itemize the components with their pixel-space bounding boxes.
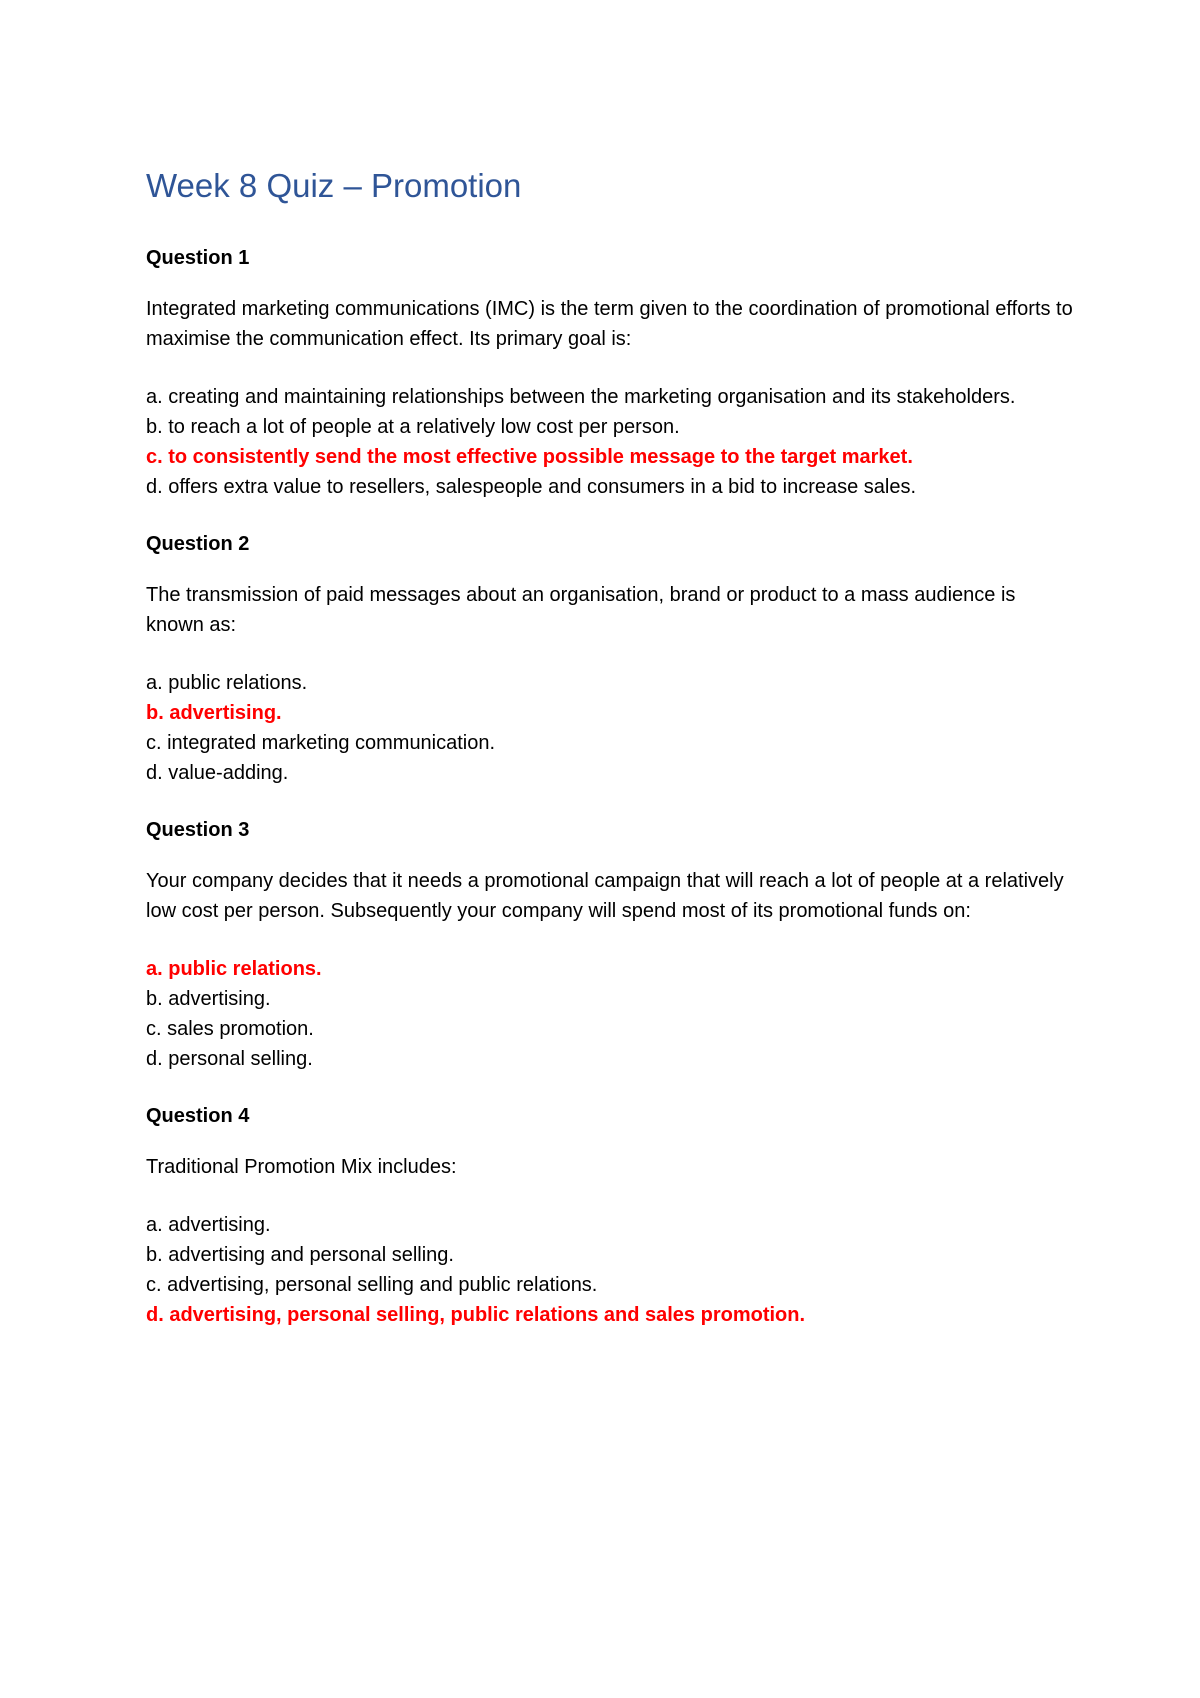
- question-text: Integrated marketing communications (IMC) is the term given to the coordination of promotional efforts to maximise the communication effect. Its primary goal is:: [146, 297, 1073, 350]
- answer-option: a. advertising.: [146, 1213, 271, 1236]
- answer-options: [146, 954, 1076, 1074]
- correct-answer-option: b. advertising.: [146, 701, 282, 724]
- question-heading: Question 1: [146, 246, 250, 269]
- answer-option: c. integrated marketing communication.: [146, 731, 496, 754]
- answer-option: c. advertising, personal selling and public relations.: [146, 1273, 598, 1296]
- answer-option: d. personal selling.: [146, 1047, 313, 1070]
- answer-option: b. advertising and personal selling.: [146, 1243, 454, 1266]
- correct-answer-option: d. advertising, personal selling, public relations and sales promotion.: [146, 1303, 806, 1326]
- answer-option: a. creating and maintaining relationships between the marketing organisation and its stakeholders.: [146, 385, 1016, 408]
- question-block: [146, 244, 1076, 502]
- question-text: Your company decides that it needs a promotional campaign that will reach a lot of people at a relatively low cost per person. Subsequently your company will spend most of its promotional funds on:: [146, 869, 1064, 922]
- answer-option: b. to reach a lot of people at a relatively low cost per person.: [146, 415, 680, 438]
- answer-option: d. value-adding.: [146, 761, 289, 784]
- question-heading: Question 3: [146, 818, 250, 841]
- answer-option: c. sales promotion.: [146, 1017, 314, 1040]
- question-block: [146, 1102, 1076, 1330]
- question-block: [146, 530, 1076, 788]
- question-block: [146, 816, 1076, 1074]
- answer-option: b. advertising.: [146, 987, 271, 1010]
- answer-options: [146, 668, 1076, 788]
- question-heading: Question 2: [146, 532, 250, 555]
- question-text: Traditional Promotion Mix includes:: [146, 1155, 457, 1178]
- answer-option: a. public relations.: [146, 671, 308, 694]
- correct-answer-option: a. public relations.: [146, 957, 322, 980]
- document-page: [146, 166, 1076, 1358]
- answer-options: [146, 1210, 1076, 1330]
- question-list: [146, 244, 1076, 1330]
- answer-option: d. offers extra value to resellers, salespeople and consumers in a bid to increase sales.: [146, 475, 917, 498]
- correct-answer-option: c. to consistently send the most effective possible message to the target market.: [146, 445, 913, 468]
- question-text: The transmission of paid messages about an organisation, brand or product to a mass audience is known as:: [146, 583, 1016, 636]
- question-heading: Question 4: [146, 1104, 250, 1127]
- answer-options: [146, 382, 1076, 502]
- document-title: Week 8 Quiz – Promotion: [146, 167, 522, 204]
